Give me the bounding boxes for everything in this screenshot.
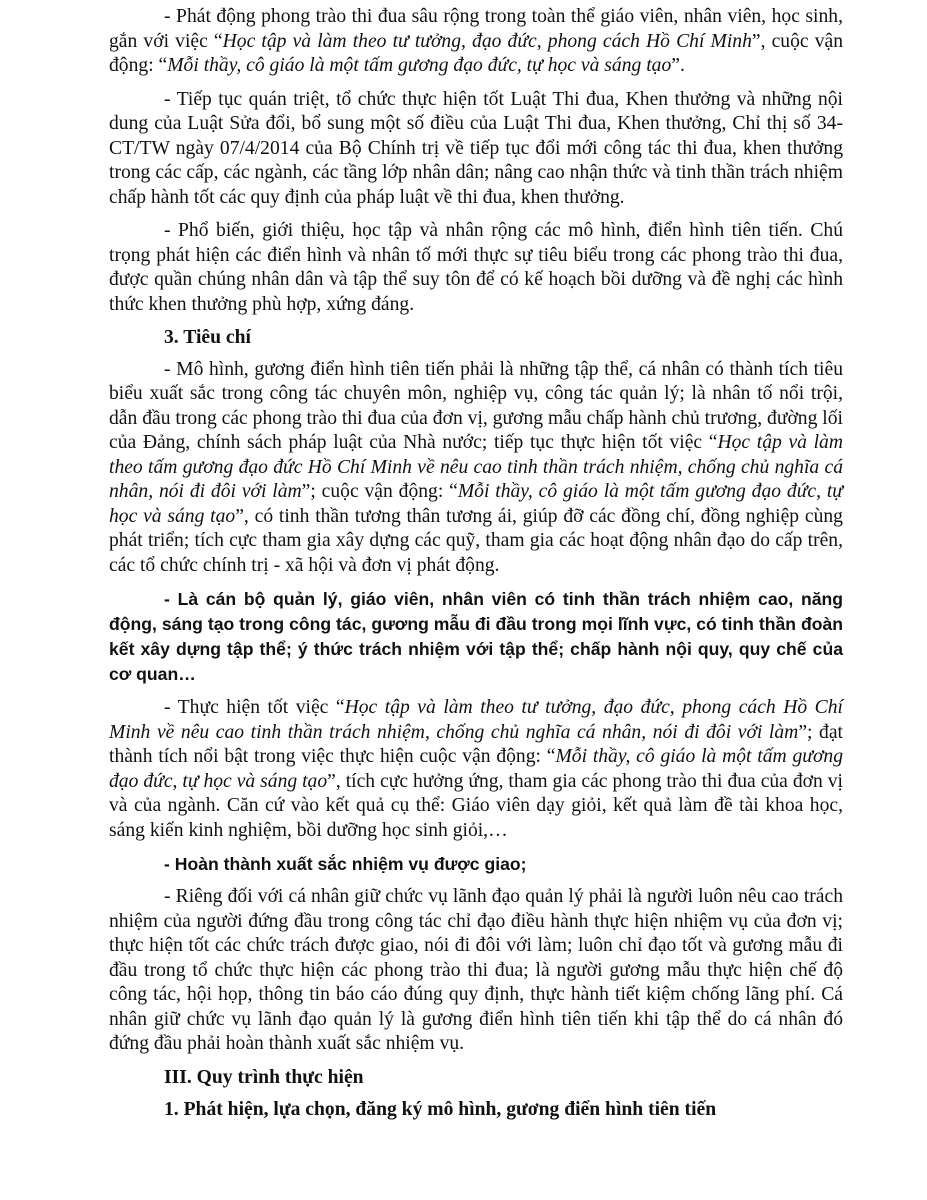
text-segment: ”.	[671, 55, 685, 76]
text-segment: ”, có tinh thần tương thân tương ái, giúp đỡ các đồng chí, đồng nghiệp cùng phát triển; tích cực tham gia xây dựng các quỹ, tham gia các hoạt động nhân đạo do cấp trên, các tổ chức chính trị - xã hội và đơn vị phát động.	[109, 505, 843, 576]
paragraph-criteria-excellent-bold: - Hoàn thành xuất sắc nhiệm vụ được giao;	[164, 854, 527, 874]
paragraph-criteria-achievement	[109, 696, 843, 843]
italic-quote: Mỗi thầy, cô giáo là một tấm gương đạo đức, tự học và sáng tạo	[167, 55, 672, 76]
text-segment: ”, tích cực hưởng ứng, tham gia các phong trào thi đua của đơn vị và của ngành. Căn cứ vào kết quả cụ thể: Giáo viên dạy giỏi, kết quả làm đề tài khoa học, sáng kiến kinh nghiệm, bồi dưỡng học sinh giỏi,…	[109, 770, 843, 841]
text-segment: - Mô hình, gương điển hình tiên tiến phải là những tập thể, cá nhân có thành tích tiêu biểu xuất sắc trong công tác chuyên môn, nghiệp vụ, công tác quản lý; là nhân tố nổi trội, dẫn đầu trong các phong trào thi đua của đơn vị, gương mẫu chấp hành chủ trương, đường lối của Đảng, chính sách pháp luật của Nhà nước; tiếp tục thực hiện tốt việc “	[109, 358, 843, 453]
paragraph-law-implementation: - Tiếp tục quán triệt, tổ chức thực hiện tốt Luật Thi đua, Khen thưởng và những nội dung của Luật Sửa đổi, bổ sung một số điều của Luật Thi đua, Khen thưởng, Chỉ thị số 34-CT/TW ngày 07/4/2014 của Bộ Chính trị về tiếp tục đổi mới công tác thi đua, khen thưởng trong các cấp, các ngành, các tầng lớp nhân dân; nâng cao nhận thức và tinh thần trách nhiệm chấp hành tốt các quy định của pháp luật về thi đua, khen thưởng.	[109, 88, 843, 208]
paragraph-model-dissemination: - Phổ biến, giới thiệu, học tập và nhân rộng các mô hình, điển hình tiên tiến. Chú trọng phát hiện các điển hình và nhân tố mới thực sự tiêu biểu trong các phong trào thi đua, được quần chúng nhân dân và tập thể suy tôn để có kế hoạch bồi dưỡng và đề nghị các hình thức khen thưởng phù hợp, xứng đáng.	[109, 220, 843, 315]
paragraph-emulation-movement	[109, 5, 843, 79]
paragraph-criteria-staff-bold: - Là cán bộ quản lý, giáo viên, nhân viên có tinh thần trách nhiệm cao, năng động, sáng tạo trong công tác, gương mẫu đi đầu trong mọi lĩnh vực, có tinh thần đoàn kết xây dựng tập thể; ý thức trách nhiệm với tập thể; chấp hành nội quy, quy chế của cơ quan…	[109, 589, 843, 684]
text-segment: ”, cuộc vận động: “	[109, 30, 844, 76]
italic-quote: Mỗi thầy, cô giáo là một tấm gương đạo đức, tự học và sáng tạo	[109, 481, 843, 527]
text-segment: - Thực hiện tốt việc “	[164, 697, 345, 718]
heading-criteria: 3. Tiêu chí	[164, 327, 251, 348]
paragraph-criteria-model	[109, 358, 843, 579]
text-segment: - Phát động phong trào thi đua sâu rộng trong toàn thể giáo viên, nhân viên, học sinh, gắn với việc “	[109, 6, 843, 52]
text-segment: ”; cuộc vận động: “	[301, 481, 458, 502]
italic-quote: Học tập và làm theo tư tưởng, đạo đức, phong cách Hồ Chí Minh về nêu cao tinh thần trách nhiệm, chống chủ nghĩa cá nhân, nói đi đôi với làm	[109, 697, 843, 743]
heading-process: III. Quy trình thực hiện	[164, 1066, 364, 1088]
italic-quote: Học tập và làm theo tư tưởng, đạo đức, phong cách Hồ Chí Minh	[222, 30, 752, 52]
italic-quote: Mỗi thầy, cô giáo là một tấm gương đạo đức, tự học và sáng tạo	[109, 746, 843, 792]
paragraph-criteria-leaders: - Riêng đối với cá nhân giữ chức vụ lãnh đạo quản lý phải là người luôn nêu cao trách nhiệm của người đứng đầu trong công tác chỉ đạo điều hành thực hiện nhiệm vụ của đơn vị; thực hiện tốt các chức trách được giao, nói đi đôi với làm; luôn chỉ đạo tốt và gương mẫu đi đầu trong tổ chức thực hiện các phong trào thi đua; là người gương mẫu thực hiện chế độ công tác, hội họp, thông tin báo cáo đúng quy định, thực hành tiết kiệm chống lãng phí. Cá nhân giữ chức vụ lãnh đạo quản lý là gương điển hình tiên tiến khi tập thể do cá nhân đó đứng đầu phải hoàn thành xuất sắc nhiệm vụ.	[109, 886, 843, 1054]
text-segment: ”; đạt thành tích nổi bật trong việc thực hiện cuộc vận động: “	[109, 721, 843, 767]
heading-detection: 1. Phát hiện, lựa chọn, đăng ký mô hình, gương điển hình tiên tiến	[164, 1099, 717, 1120]
italic-quote: Học tập và làm theo tấm gương đạo đức Hồ Chí Minh về nêu cao tinh thần trách nhiệm, chống chủ nghĩa cá nhân, nói đi đôi với làm	[109, 432, 844, 502]
